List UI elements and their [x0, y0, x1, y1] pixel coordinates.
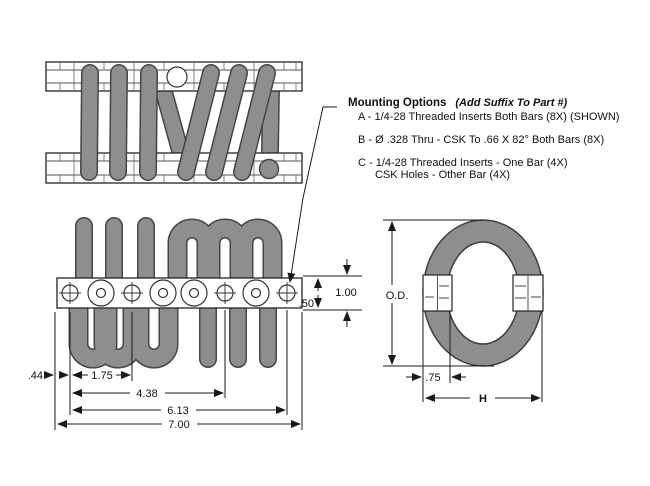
dim-front-left-offset: .44 [27, 370, 43, 382]
dim-clamp-width: .75 [425, 372, 441, 384]
mounting-option-c: C - 1/4-28 Threaded Inserts - One Bar (4X) [358, 157, 568, 169]
dim-height: H [479, 393, 487, 405]
mounting-option-c-line2: CSK Holes - Other Bar (4X) [375, 169, 511, 181]
front-view [57, 226, 302, 359]
dim-bar-height: 1.00 [335, 287, 357, 299]
mounting-options-block [348, 97, 567, 109]
dim-outer-diameter: O.D. [385, 290, 409, 302]
mounting-options-leader-line [290, 107, 337, 282]
mounting-option-b: B - Ø .328 Thru - CSK To .66 X 82° Both Bars (8X) [358, 134, 605, 146]
dim-hole-spacing-2: 4.38 [136, 388, 158, 400]
top-view [46, 62, 302, 183]
dim-hole-spacing-1: 1.75 [91, 370, 113, 382]
mounting-options-suffix-note: (Add Suffix To Part #) [455, 97, 568, 109]
bar-through-hole [167, 67, 187, 87]
rope-end-cross-section [260, 160, 279, 179]
left-clamp-block [423, 275, 452, 311]
end-view [423, 220, 543, 366]
dim-hole-spacing-3: 6.13 [167, 405, 189, 417]
mounting-option-a: A - 1/4-28 Threaded Inserts Both Bars (8X) (SHOWN) [358, 111, 620, 123]
mounting-options-title: Mounting Options [348, 97, 447, 109]
rope-ring-inner [447, 242, 519, 344]
dim-bar-half-height: .50 [298, 298, 314, 310]
right-clamp-block [513, 275, 543, 311]
dim-overall-length: 7.00 [168, 419, 190, 431]
